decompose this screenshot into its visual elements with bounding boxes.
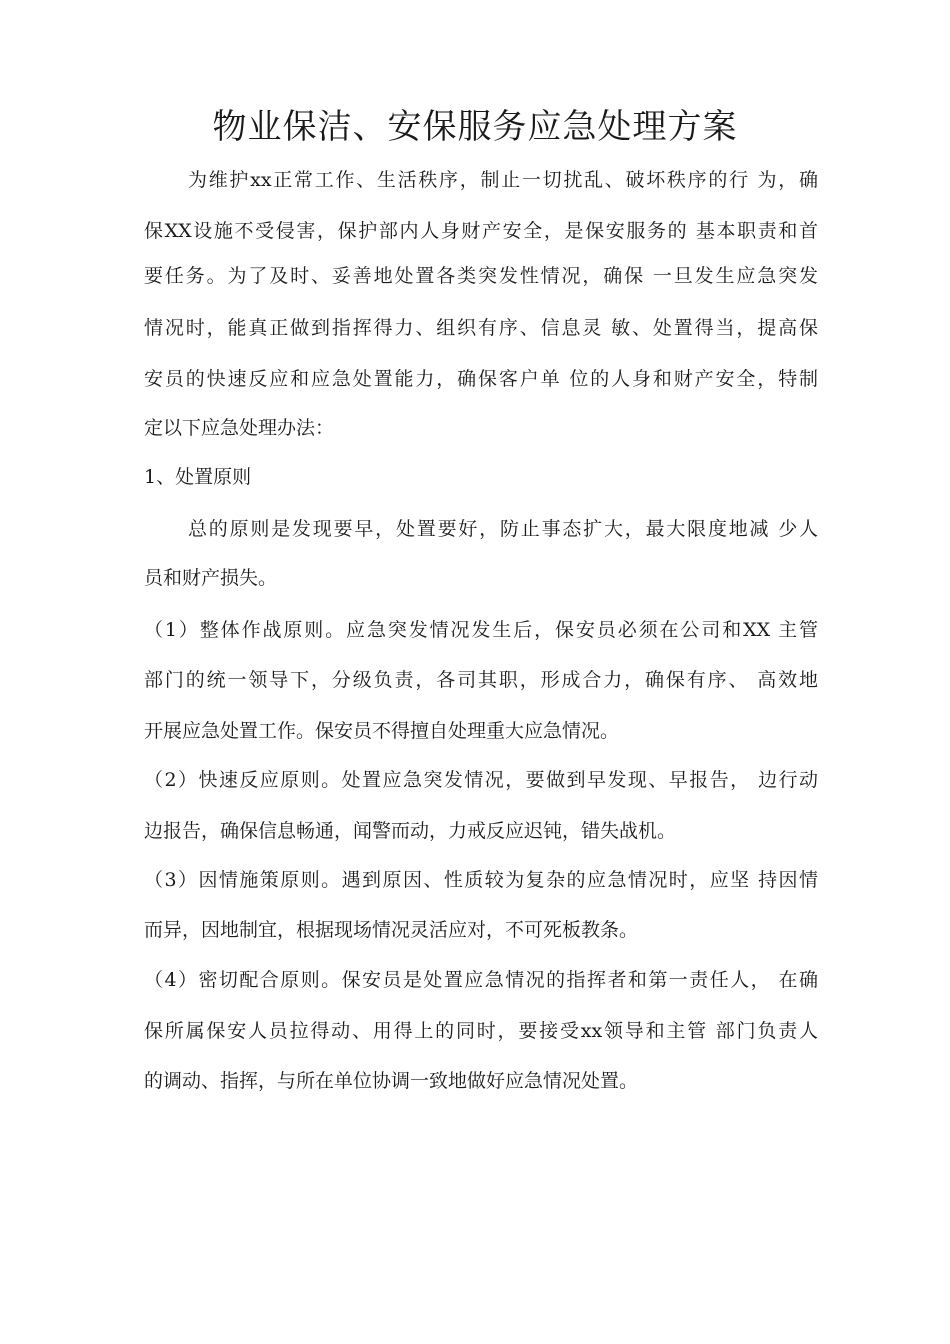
section-heading: 1、处置原则 xyxy=(144,466,252,488)
principle-4-line: 保所属保安人员拉得动、用得上的同时，要接受xx领导和主管 部门负责人 xyxy=(144,1020,818,1042)
intro-line: 定以下应急处理办法： xyxy=(144,417,335,439)
intro-line: 安员的快速反应和应急处置能力，确保客户单 位的人身和财产安全，特制 xyxy=(144,368,818,390)
principle-1-line: 部门的统一领导下，分级负责，各司其职，形成合力，确保有序、 高效地 xyxy=(144,669,818,691)
principle-3-line: （3）因情施策原则。遇到原因、性质较为复杂的应急情况时，应坚 持因情 xyxy=(144,869,818,891)
intro-line: 保XX设施不受侵害，保护部内人身财产安全，是保安服务的 基本职责和首 xyxy=(144,220,818,242)
principle-2-line: 边报告，确保信息畅通，闻警而动，力戒反应迟钝，错失战机。 xyxy=(144,820,677,842)
section-intro-line: 员和财产损失。 xyxy=(144,567,278,589)
principle-2-line: （2）快速反应原则。处置应急突发情况，要做到早发现、早报告， 边行动 xyxy=(144,769,818,791)
principle-4-line: 的调动、指挥，与所在单位协调一致地做好应急情况处置。 xyxy=(144,1070,639,1092)
principle-4-line: （4）密切配合原则。保安员是处置应急情况的指挥者和第一责任人， 在确 xyxy=(144,969,818,991)
principle-1-line: （1）整体作战原则。应急突发情况发生后，保安员必须在公司和XX 主管 xyxy=(144,619,818,641)
intro-line: 要任务。为了及时、妥善地处置各类突发性情况，确保 一旦发生应急突发 xyxy=(144,265,818,287)
principle-3-line: 而异，因地制宜，根据现场情况灵活应对，不可死板教条。 xyxy=(144,919,639,941)
section-intro-line: 总的原则是发现要早，处置要好，防止事态扩大，最大限度地减 少人 xyxy=(188,518,818,540)
intro-line: 情况时，能真正做到指挥得力、组织有序、信息灵 敏、处置得当，提高保 xyxy=(144,317,818,339)
principle-1-line: 开展应急处置工作。保安员不得擅自处理重大应急情况。 xyxy=(144,720,620,742)
intro-line: 为维护xx正常工作、生活秩序，制止一切扰乱、破坏秩序的行 为，确 xyxy=(188,169,818,191)
document-title: 物业保洁、安保服务应急处理方案 xyxy=(212,107,738,147)
